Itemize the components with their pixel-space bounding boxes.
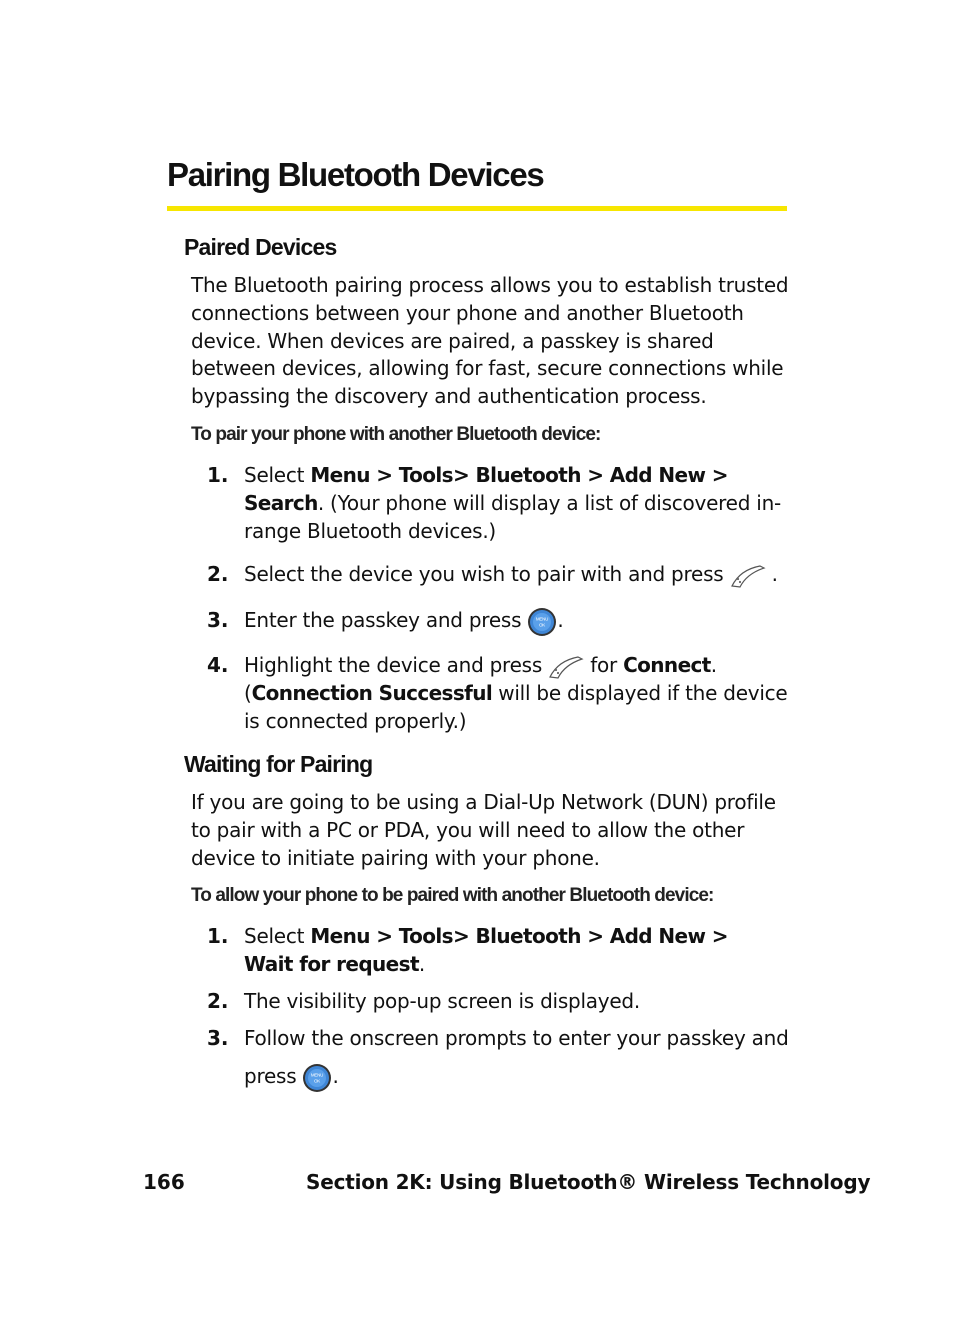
step-text: Follow the onscreen prompts to enter your passkey and press MENU OK . bbox=[244, 1019, 804, 1095]
allow-pairing-lead: To allow your phone to be paired with another Bluetooth device: bbox=[191, 885, 714, 906]
menu-ok-key-icon bbox=[302, 1063, 332, 1093]
step-number: 1. bbox=[207, 463, 229, 487]
softkey-icon bbox=[548, 655, 584, 679]
svg-text:OK: OK bbox=[314, 1078, 321, 1083]
page-title: Pairing Bluetooth Devices bbox=[167, 156, 544, 193]
paired-devices-heading: Paired Devices bbox=[184, 234, 337, 260]
section-title: Section 2K: Using Bluetooth® Wireless Technology bbox=[306, 1170, 871, 1194]
svg-text:OK: OK bbox=[539, 622, 546, 627]
pair-instructions-lead: To pair your phone with another Bluetooth device: bbox=[191, 424, 601, 445]
paired-devices-body: The Bluetooth pairing process allows you to establish trusted connections between your phone and another Bluetooth device. When devices are paired, a passkey is shared between devices, allowing for fast, secure connections while bypassing the discovery and authentication process. bbox=[191, 273, 789, 409]
waiting-for-pairing-body: If you are going to be using a Dial-Up Network (DUN) profile to pair with a PC or PDA, you will need to allow the other device to initiate pairing with your phone. bbox=[191, 790, 776, 870]
svg-text:MENU: MENU bbox=[311, 1072, 324, 1077]
step-number: 3. bbox=[207, 1026, 229, 1050]
step-number: 3. bbox=[207, 608, 229, 632]
step-number: 2. bbox=[207, 989, 229, 1013]
waiting-for-pairing-heading: Waiting for Pairing bbox=[184, 751, 373, 777]
menu-ok-key-icon bbox=[527, 607, 557, 637]
step-number: 2. bbox=[207, 562, 229, 586]
step-number: 1. bbox=[207, 924, 229, 948]
page-number: 166 bbox=[143, 1170, 185, 1194]
step-number: 4. bbox=[207, 653, 229, 677]
step-text: Highlight the device and press for Connect. (Connection Successful will be displayed if the device is connected properly.) bbox=[244, 653, 788, 733]
step-text: Select the device you wish to pair with and press . bbox=[244, 562, 778, 586]
step-text: Enter the passkey and press MENU OK . bbox=[244, 606, 804, 637]
title-rule bbox=[167, 206, 787, 211]
step-text: The visibility pop-up screen is displayed. bbox=[244, 989, 640, 1013]
step-text: Select Menu > Tools> Bluetooth > Add New > Search. (Your phone will display a list of discovered in-range Bluetooth devices.) bbox=[244, 463, 781, 543]
svg-text:MENU: MENU bbox=[536, 616, 549, 621]
softkey-icon bbox=[730, 564, 766, 588]
step-text: Select Menu > Tools> Bluetooth > Add New > Wait for request. bbox=[244, 924, 728, 976]
